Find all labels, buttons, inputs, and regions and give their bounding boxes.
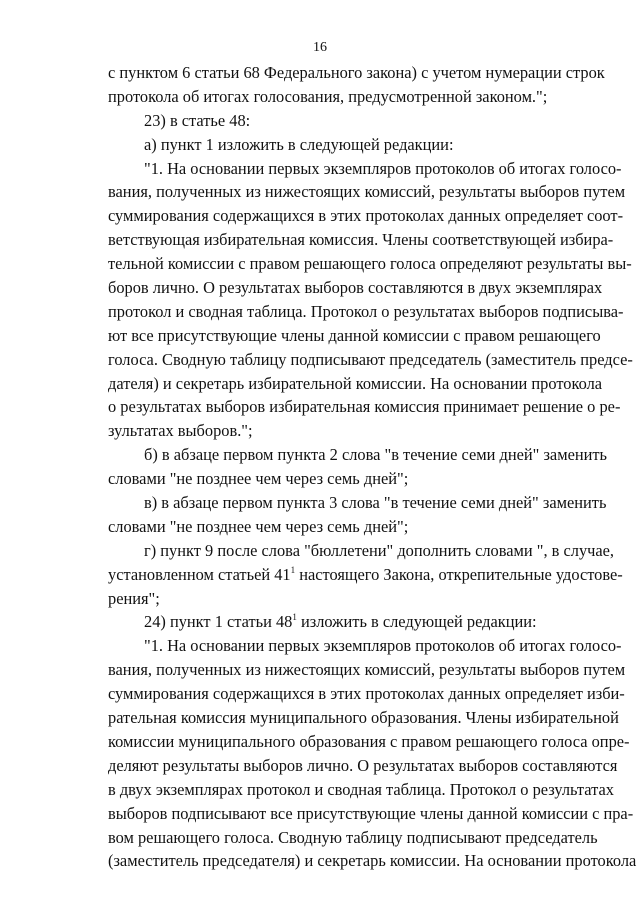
text-line: ветствующая избирательная комиссия. Члены соответствующей избира- [108, 230, 614, 250]
text-line: вания, полученных из нижестоящих комиссий, результаты выборов путем [108, 660, 626, 680]
text-line: комиссии муниципального образования с правом решающего голоса опре- [108, 731, 630, 751]
text-line: вом решающего голоса. Сводную таблицу подписывают председатель [108, 827, 598, 847]
text-line: 23) в статье 48: [144, 110, 251, 130]
text-line [108, 563, 623, 587]
text-line: тельной комиссии с правом решающего голоса определяют результаты вы- [108, 254, 632, 274]
text-line: а) пункт 1 изложить в следующей редакции: [144, 134, 454, 154]
text-line: боров лично. О результатах выборов составляются в двух экземплярах [108, 278, 603, 298]
text-line: словами "не позднее чем через семь дней"; [108, 516, 409, 536]
text-line: в двух экземплярах протокол и сводная таблица. Протокол о результатах [108, 779, 614, 799]
text-line: протокола об итогах голосования, предусмотренной законом."; [108, 86, 548, 106]
text-line: ют все присутствующие члены данной комиссии с правом решающего [108, 325, 601, 345]
text-line: словами "не позднее чем через семь дней"; [108, 469, 409, 489]
page-number: 16 [313, 40, 327, 55]
superscript-index: 1 [290, 564, 296, 575]
text-line: выборов подписывают все присутствующие члены данной комиссии с пра- [108, 803, 634, 823]
text-line: деляют результаты выборов лично. О результатах выборов составляются [108, 755, 618, 775]
text-segment: изложить в следующей редакции: [296, 612, 537, 632]
text-line: суммирования содержащихся в этих протоколах данных определяет соот- [108, 206, 624, 226]
text-line: протокол и сводная таблица. Протокол о результатах выборов подписыва- [108, 301, 624, 321]
text-line: (заместитель председателя) и секретарь комиссии. На основании протокола [108, 851, 637, 871]
text-line: дателя) и секретарь избирательной комиссии. На основании протокола [108, 373, 603, 393]
text-line: б) в абзаце первом пункта 2 слова "в течение семи дней" заменить [144, 445, 608, 465]
text-segment: настоящего Закона, открепительные удостове- [295, 564, 623, 584]
text-line: вания, полученных из нижестоящих комиссий, результаты выборов путем [108, 182, 626, 202]
text-segment: установленном статьей 41 [108, 564, 291, 584]
text-line: с пунктом 6 статьи 68 Федерального закона) с учетом нумерации строк [108, 63, 605, 82]
text-line: суммирования содержащихся в этих протоколах данных определяет изби- [108, 684, 625, 704]
text-line: "1. На основании первых экземпляров протоколов об итогах голосо- [144, 158, 622, 178]
text-line: рения"; [108, 588, 160, 608]
text-line: г) пункт 9 после слова "бюллетени" дополнить словами ", в случае, [144, 540, 615, 560]
text-line: голоса. Сводную таблицу подписывают председатель (заместитель предсе- [108, 349, 633, 369]
text-segment: 24) пункт 1 статьи 48 [144, 612, 293, 632]
text-line: в) в абзаце первом пункта 3 слова "в течение семи дней" заменить [144, 493, 607, 513]
text-line: "1. На основании первых экземпляров протоколов об итогах голосо- [144, 636, 622, 656]
text-line: зультатах выборов."; [108, 421, 253, 441]
superscript-index: 1 [292, 612, 297, 623]
text-line [108, 610, 596, 634]
document-body [108, 61, 637, 873]
text-line: рательная комиссия муниципального образования. Члены избирательной [108, 708, 619, 728]
text-line: о результатах выборов избирательная комиссия принимает решение о ре- [108, 397, 621, 417]
